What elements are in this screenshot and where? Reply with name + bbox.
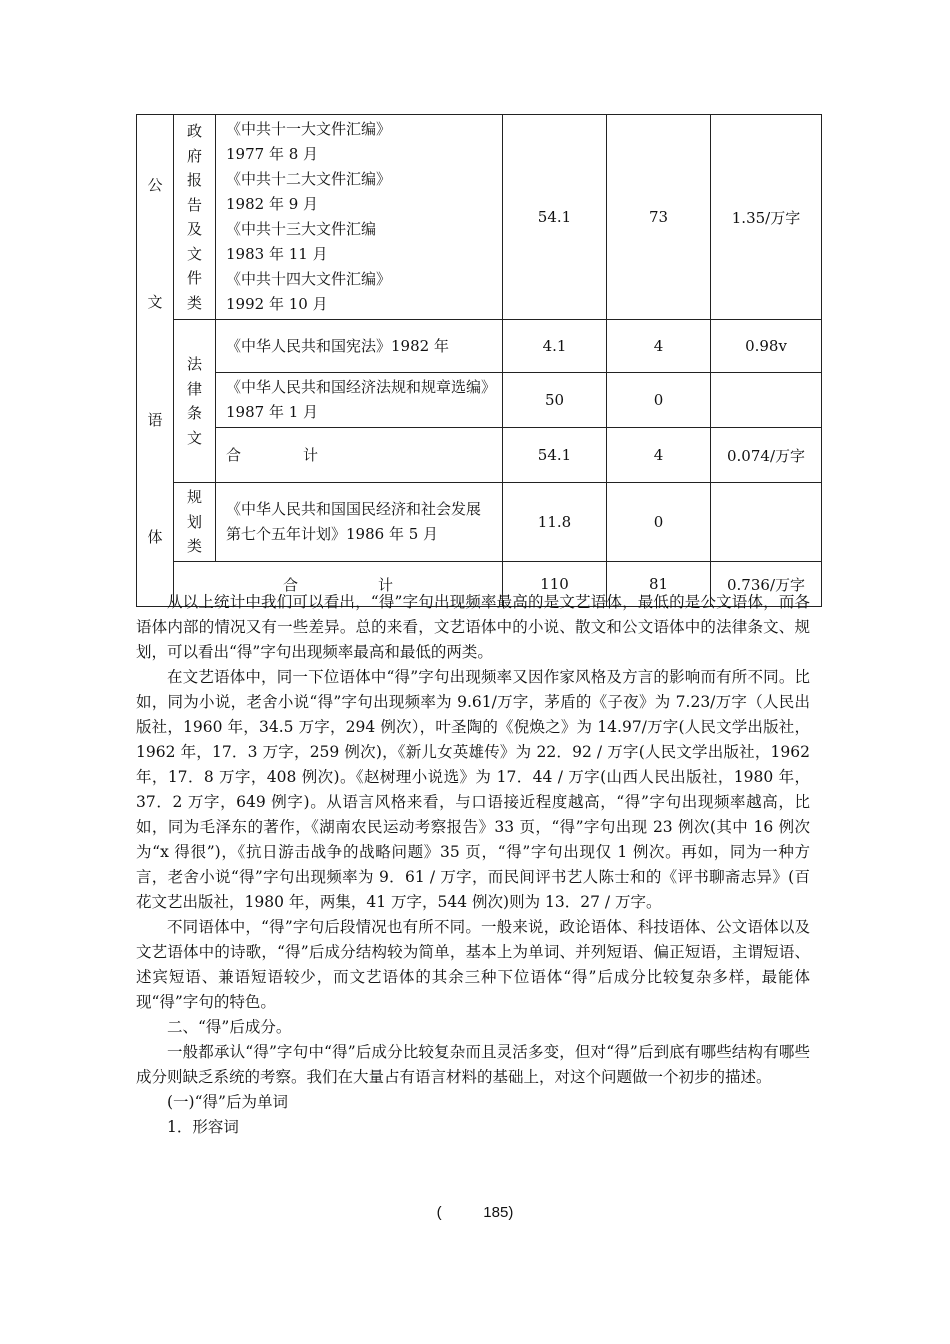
table-row — [137, 428, 822, 483]
vertical-char: 报 — [186, 171, 202, 189]
section-heading: 二、“得”后成分。 — [167, 1018, 292, 1036]
frequency-cell: 0.074/万字 — [711, 428, 822, 483]
subcategory-label — [174, 485, 215, 559]
word-count-cell: 110 — [503, 562, 607, 607]
vertical-char: 府 — [186, 146, 202, 165]
subcategory-cell — [174, 115, 216, 320]
paragraph: 从以上统计中我们可以看出，“得”字句出现频率最高的是文艺语体，最低的是公文语体，而各语体内部的情况又有一些差异。总的来看，文艺语体中的小说、散文和公文语体中的法律条文、规划，可以看出“得”字句出现频率最高和最低的两类。 — [136, 593, 810, 661]
frequency-cell: 0.736/万字 — [711, 562, 822, 607]
table-row — [137, 483, 822, 562]
word-count-cell: 54.1 — [503, 428, 607, 483]
example-count-cell: 81 — [607, 562, 711, 607]
source-line: 1982 年 9 月 — [226, 195, 319, 213]
subcategory-label — [174, 119, 215, 315]
subtotal-label: 合 — [226, 445, 242, 464]
source-line: 《中共十四大文件汇编》 — [226, 270, 392, 288]
word-count-cell: 50 — [503, 373, 607, 428]
example-count-cell: 73 — [607, 115, 711, 320]
vertical-char: 及 — [186, 220, 202, 238]
subcategory-cell — [174, 320, 216, 483]
subtotal-label: 计 — [303, 445, 319, 464]
example-count-cell: 0 — [607, 483, 711, 562]
vertical-char: 类 — [186, 293, 202, 312]
vertical-char: 划 — [186, 512, 202, 531]
total-label: 合 — [282, 575, 298, 594]
source-line: 《中共十一大文件汇编》 — [226, 120, 392, 138]
source-line: 1977 年 8 月 — [226, 145, 319, 163]
source-line: 1992 年 10 月 — [226, 295, 328, 313]
subsection-heading: 1．形容词 — [167, 1118, 239, 1136]
vertical-char: 法 — [186, 355, 202, 373]
table-row — [137, 320, 822, 373]
example-count-cell: 4 — [607, 428, 711, 483]
vertical-char: 政 — [186, 122, 202, 140]
category-char: 公 — [147, 175, 163, 194]
subtotal-label-cell — [216, 428, 503, 483]
source-line: 《中共十三大文件汇编 — [226, 220, 377, 238]
vertical-char: 告 — [186, 195, 202, 214]
paragraph: 不同语体中，“得”字句后段情况也有所不同。一般来说，政论语体、科技语体、公文语体以及文艺语体中的诗歌，“得”后成分结构较为简单，基本上为单词、并列短语、偏正短语，主谓短语、述宾短语、兼语短语较少，而文艺语体的其余三种下位语体“得”后成分比较复杂多样，最能体现“得”字句的特色。 — [136, 918, 810, 1011]
vertical-char: 文 — [186, 428, 202, 447]
frequency-cell — [711, 483, 822, 562]
vertical-char: 件 — [186, 269, 202, 287]
page-number: ( 185) — [436, 1204, 514, 1221]
vertical-char: 类 — [186, 537, 202, 556]
source-cell: 《中华人民共和国经济法规和规章选编》1987 年 1 月 — [216, 373, 503, 428]
table-row — [137, 373, 822, 428]
vertical-char: 律 — [186, 379, 202, 398]
total-label: 计 — [378, 575, 394, 594]
category-cell — [137, 115, 174, 607]
subcategory-cell — [174, 483, 216, 562]
frequency-cell — [711, 373, 822, 428]
vertical-char: 条 — [186, 404, 202, 422]
frequency-table — [136, 114, 822, 607]
paragraph: 一般都承认“得”字句中“得”后成分比较复杂而且灵活多变，但对“得”后到底有哪些结构有哪些成分则缺乏系统的考察。我们在大量占有语言材料的基础上，对这个问题做一个初步的描述。 — [136, 1043, 810, 1086]
word-count-cell: 4.1 — [503, 320, 607, 373]
vertical-char: 文 — [186, 244, 202, 263]
category-char: 语 — [147, 410, 163, 429]
example-count-cell: 4 — [607, 320, 711, 373]
subsection-heading: (一)“得”后为单词 — [167, 1093, 288, 1111]
source-cell: 《中华人民共和国国民经济和社会发展第七个五年计划》1986 年 5 月 — [216, 483, 503, 562]
source-cell: 《中华人民共和国宪法》1982 年 — [216, 320, 503, 373]
source-line: 《中共十二大文件汇编》 — [226, 170, 392, 188]
word-count-cell: 54.1 — [503, 115, 607, 320]
body-text — [136, 590, 810, 1140]
example-count-cell: 0 — [607, 373, 711, 428]
source-cell — [216, 115, 503, 320]
category-char: 体 — [147, 528, 163, 547]
vertical-char: 规 — [186, 488, 202, 507]
word-count-cell: 11.8 — [503, 483, 607, 562]
table-row — [137, 115, 822, 320]
frequency-cell: 0.98v — [711, 320, 822, 373]
subcategory-label — [174, 352, 215, 450]
paragraph: 在文艺语体中，同一下位语体中“得”字句出现频率又因作家风格及方言的影响而有所不同。比如，同为小说，老舍小说“得”字句出现频率为 9.61/万字，茅盾的《子夜》为 7.23/万字（人民出版社，1960 年，34.5 万字，294 例次），叶圣陶的《倪焕之》为 14.97/万字(人民文学出版社，1962 年，17．3 万字，259 例次)，《新儿女英雄传》为 22．92 / 万字(人民文学出版社，1962 年，17．8 万字，408 例次)。《赵树理小说选》为 17．44 / 万字(山西人民出版社，1980 年，37．2 万字，649 例字)。从语言风格来看，与口语接近程度越高，“得”字句出现频率越高，比如，同为毛泽东的著作，《湖南农民运动考察报告》33 页，“得”字句出现 23 例次(其中 16 例次为“x 得很”)，《抗日游击战争的战略问题》35 页，“得”字句出现仅 1 例次。再如，同为一种方言，老舍小说“得”字句出现频率为 9．61 / 万字，而民间评书艺人陈士和的《评书聊斋志异》(百花文艺出版社，1980 年，两集，41 万字，544 例次)则为 13．27 / 万字。 — [136, 668, 810, 911]
source-line: 1983 年 11 月 — [226, 245, 328, 263]
frequency-cell: 1.35/万字 — [711, 115, 822, 320]
category-char: 文 — [147, 293, 163, 312]
